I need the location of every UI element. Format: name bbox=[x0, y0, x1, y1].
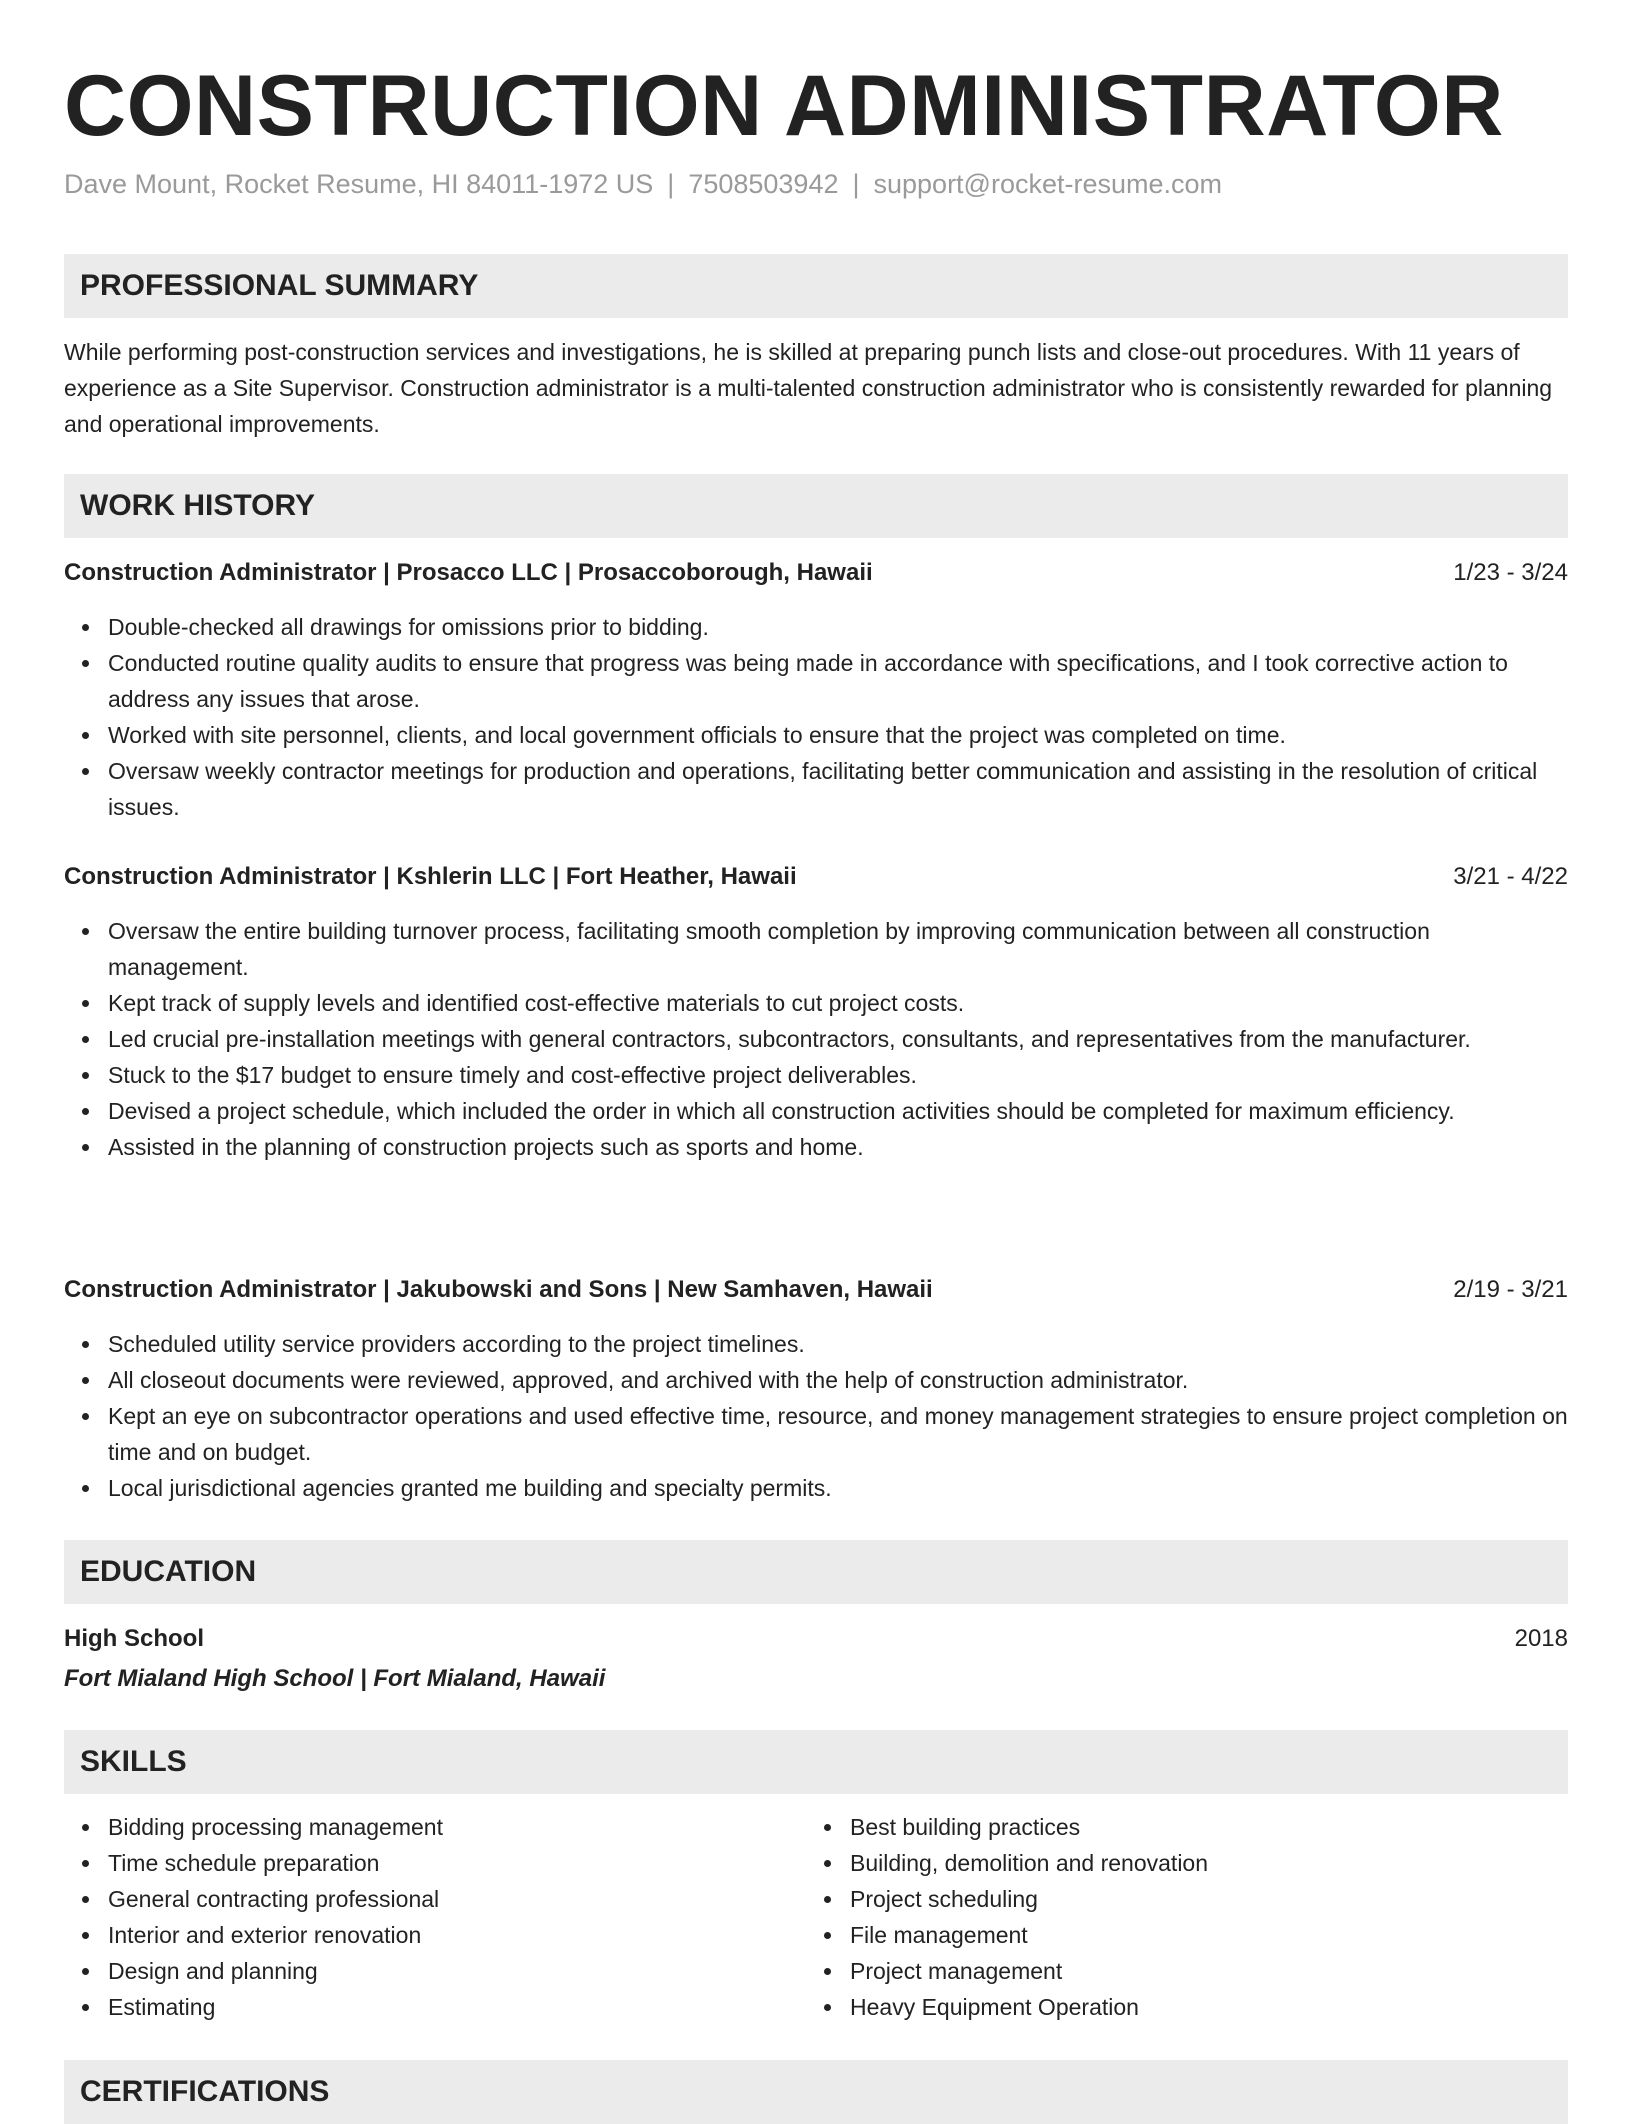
list-item: Time schedule preparation bbox=[108, 1845, 1568, 1881]
list-item: Stuck to the $17 budget to ensure timely and cost-effective project deliverables. bbox=[108, 1057, 1568, 1093]
contact-line bbox=[64, 166, 1222, 202]
list-item: File management bbox=[850, 1917, 1632, 1953]
list-item: Scheduled utility service providers according to the project timelines. bbox=[108, 1326, 1568, 1362]
degree: High School bbox=[64, 1625, 204, 1652]
job-title: Construction Administrator | Jakubowski and Sons | New Samhaven, Hawaii bbox=[64, 1276, 933, 1303]
list-item: Project management bbox=[850, 1953, 1632, 1989]
section-heading-education: EDUCATION bbox=[64, 1540, 1568, 1604]
job-dates: 1/23 - 3/24 bbox=[1453, 559, 1568, 586]
job-title: Construction Administrator | Kshlerin LLC | Fort Heather, Hawaii bbox=[64, 863, 797, 890]
summary-text: While performing post-construction services and investigations, he is skilled at preparing punch lists and close-out procedures. With 11 years of experience as a Site Supervisor. Construction administrator is a multi-talented construction administrator who is consistently rewarded for planning and operational improvements. bbox=[64, 339, 1553, 437]
list-item: Double-checked all drawings for omissions prior to bidding. bbox=[108, 609, 1568, 645]
list-item: Assisted in the planning of construction projects such as sports and home. bbox=[108, 1129, 1568, 1165]
separator: | bbox=[852, 169, 860, 199]
list-item: Best building practices bbox=[850, 1809, 1632, 1845]
job-title: Construction Administrator | Prosacco LLC | Prosaccoborough, Hawaii bbox=[64, 559, 873, 586]
job-header bbox=[64, 1272, 1568, 1308]
section-heading-work: WORK HISTORY bbox=[64, 474, 1568, 538]
list-item: Building, demolition and renovation bbox=[850, 1845, 1632, 1881]
list-item: Oversaw the entire building turnover process, facilitating smooth completion by improving communication between all construction management. bbox=[108, 913, 1568, 985]
list-item: Interior and exterior renovation bbox=[108, 1917, 1568, 1953]
school: Fort Mialand High School | Fort Mialand, Hawaii bbox=[64, 1665, 606, 1692]
job-bullets bbox=[64, 609, 1568, 825]
list-item: Conducted routine quality audits to ensure that progress was being made in accordance with specifications, and I took corrective action to address any issues that arose. bbox=[108, 645, 1568, 717]
skills-list-right bbox=[806, 1809, 1632, 2025]
job-header bbox=[64, 555, 1568, 591]
list-item: Heavy Equipment Operation bbox=[850, 1989, 1632, 2025]
list-item: Kept track of supply levels and identified cost-effective materials to cut project costs. bbox=[108, 985, 1568, 1021]
section-heading-skills: SKILLS bbox=[64, 1730, 1568, 1794]
list-item: Devised a project schedule, which included the order in which all construction activities should be completed for maximum efficiency. bbox=[108, 1093, 1568, 1129]
job-dates: 2/19 - 3/21 bbox=[1453, 1276, 1568, 1303]
list-item: Local jurisdictional agencies granted me building and specialty permits. bbox=[108, 1470, 1568, 1506]
list-item: Led crucial pre-installation meetings with general contractors, subcontractors, consultants, and representatives from the manufacturer. bbox=[108, 1021, 1568, 1057]
job-header bbox=[64, 859, 1568, 895]
list-item: Estimating bbox=[108, 1989, 1568, 2025]
list-item: Design and planning bbox=[108, 1953, 1568, 1989]
education-header bbox=[64, 1621, 1568, 1657]
address: Dave Mount, Rocket Resume, HI 84011-1972 US bbox=[64, 169, 654, 199]
list-item: Oversaw weekly contractor meetings for production and operations, facilitating better communication and assisting in the resolution of critical issues. bbox=[108, 753, 1568, 825]
list-item: General contracting professional bbox=[108, 1881, 1568, 1917]
section-heading-certifications: CERTIFICATIONS bbox=[64, 2060, 1568, 2124]
list-item: Project scheduling bbox=[850, 1881, 1632, 1917]
job-dates: 3/21 - 4/22 bbox=[1453, 863, 1568, 890]
list-item: Bidding processing management bbox=[108, 1809, 1568, 1845]
separator: | bbox=[667, 169, 675, 199]
list-item: Kept an eye on subcontractor operations and used effective time, resource, and money management strategies to ensure project completion on time and on budget. bbox=[108, 1398, 1568, 1470]
education-year: 2018 bbox=[1514, 1625, 1568, 1652]
list-item: All closeout documents were reviewed, approved, and archived with the help of construction administrator. bbox=[108, 1362, 1568, 1398]
phone: 7508503942 bbox=[688, 169, 839, 199]
page-title: CONSTRUCTION ADMINISTRATOR bbox=[64, 58, 1504, 154]
email: support@rocket-resume.com bbox=[873, 169, 1223, 199]
job-bullets bbox=[64, 913, 1568, 1165]
list-item: Worked with site personnel, clients, and local government officials to ensure that the project was completed on time. bbox=[108, 717, 1568, 753]
section-heading-summary: PROFESSIONAL SUMMARY bbox=[64, 254, 1568, 318]
job-bullets bbox=[64, 1326, 1568, 1506]
